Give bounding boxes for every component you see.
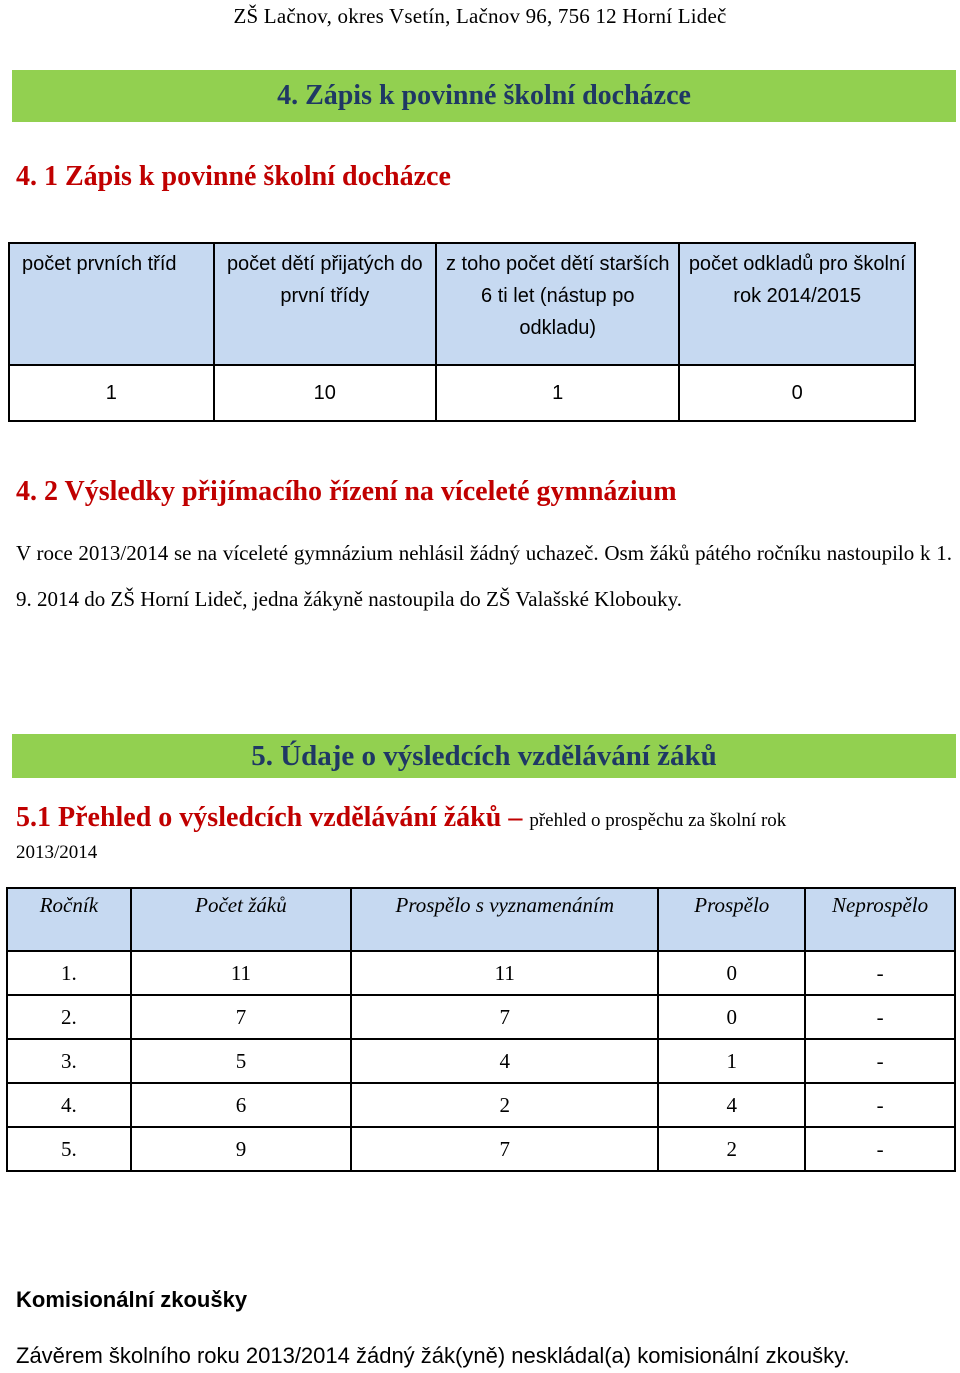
section-5-1-dash: – <box>501 802 530 833</box>
table-cell: 1 <box>658 1039 805 1083</box>
table-cell: 11 <box>131 951 351 995</box>
enrollment-header-row <box>9 243 915 365</box>
page-header: ZŠ Lačnov, okres Vsetín, Lačnov 96, 756 12 Horní Lideč <box>233 4 727 28</box>
results-header-cell: Prospělo <box>658 888 805 951</box>
table-row <box>7 995 955 1039</box>
section-5-1-heading <box>16 802 786 834</box>
table-cell: 0 <box>679 365 915 421</box>
section-4-1-heading: 4. 1 Zápis k povinné školní docházce <box>16 161 451 192</box>
table-cell: 5. <box>7 1127 131 1171</box>
section-5-title: 5. Údaje o výsledcích vzdělávání žáků <box>12 734 956 778</box>
enrollment-header-cell: z toho počet dětí starších 6 ti let (nástup po odkladu) <box>436 243 679 365</box>
table-cell: 2 <box>351 1083 658 1127</box>
table-cell: 6 <box>131 1083 351 1127</box>
komisionalni-text: Závěrem školního roku 2013/2014 žádný žák(yně) neskládal(a) komisionální zkoušky. <box>16 1343 850 1368</box>
komisionalni-heading: Komisionální zkoušky <box>16 1287 248 1312</box>
table-row <box>9 365 915 421</box>
table-row <box>7 1083 955 1127</box>
results-header-cell: Ročník <box>7 888 131 951</box>
table-cell: 4 <box>658 1083 805 1127</box>
table-cell: 11 <box>351 951 658 995</box>
table-cell: 1 <box>436 365 679 421</box>
results-header-cell: Neprospělo <box>805 888 955 951</box>
section-5-1-subtitle: přehled o prospěchu za školní rok <box>529 810 787 831</box>
table-cell: 2. <box>7 995 131 1039</box>
table-cell: - <box>805 1127 955 1171</box>
table-cell: 4 <box>351 1039 658 1083</box>
table-cell: 7 <box>351 1127 658 1171</box>
table-cell: 0 <box>658 995 805 1039</box>
section-4-title: 4. Zápis k povinné školní docházce <box>12 70 956 122</box>
table-cell: 0 <box>658 951 805 995</box>
results-header-cell: Počet žáků <box>131 888 351 951</box>
table-cell: 3. <box>7 1039 131 1083</box>
table-row <box>7 1127 955 1171</box>
section-5-1-title: 5.1 Přehled o výsledcích vzdělávání žáků <box>16 802 502 833</box>
table-cell: 2 <box>658 1127 805 1171</box>
table-cell: 1. <box>7 951 131 995</box>
table-cell: 10 <box>214 365 436 421</box>
section-5-1-year: 2013/2014 <box>16 842 98 863</box>
enrollment-header-cell: počet prvních tříd <box>9 243 214 365</box>
table-cell: 5 <box>131 1039 351 1083</box>
enrollment-header-cell: počet dětí přijatých do první třídy <box>214 243 436 365</box>
enrollment-table <box>8 242 916 422</box>
results-header-cell: Prospělo s vyznamenáním <box>351 888 658 951</box>
table-cell: - <box>805 1083 955 1127</box>
results-table <box>6 887 956 1172</box>
table-cell: 7 <box>351 995 658 1039</box>
section-4-2-heading: 4. 2 Výsledky přijímacího řízení na víceleté gymnázium <box>16 476 677 507</box>
section-4-2-text: V roce 2013/2014 se na víceleté gymnázium nehlásil žádný uchazeč. Osm žáků pátého ročníku nastoupilo k 1. 9. 2014 do ZŠ Horní Lideč, jedna žákyně nastoupila do ZŠ Valašské Klobouky. <box>16 541 952 611</box>
table-row <box>7 951 955 995</box>
table-cell: - <box>805 1039 955 1083</box>
table-row <box>7 1039 955 1083</box>
table-cell: 1 <box>9 365 214 421</box>
table-cell: - <box>805 951 955 995</box>
enrollment-header-cell: počet odkladů pro školní rok 2014/2015 <box>679 243 915 365</box>
results-header-row <box>7 888 955 951</box>
table-cell: 7 <box>131 995 351 1039</box>
table-cell: - <box>805 995 955 1039</box>
table-cell: 9 <box>131 1127 351 1171</box>
table-cell: 4. <box>7 1083 131 1127</box>
